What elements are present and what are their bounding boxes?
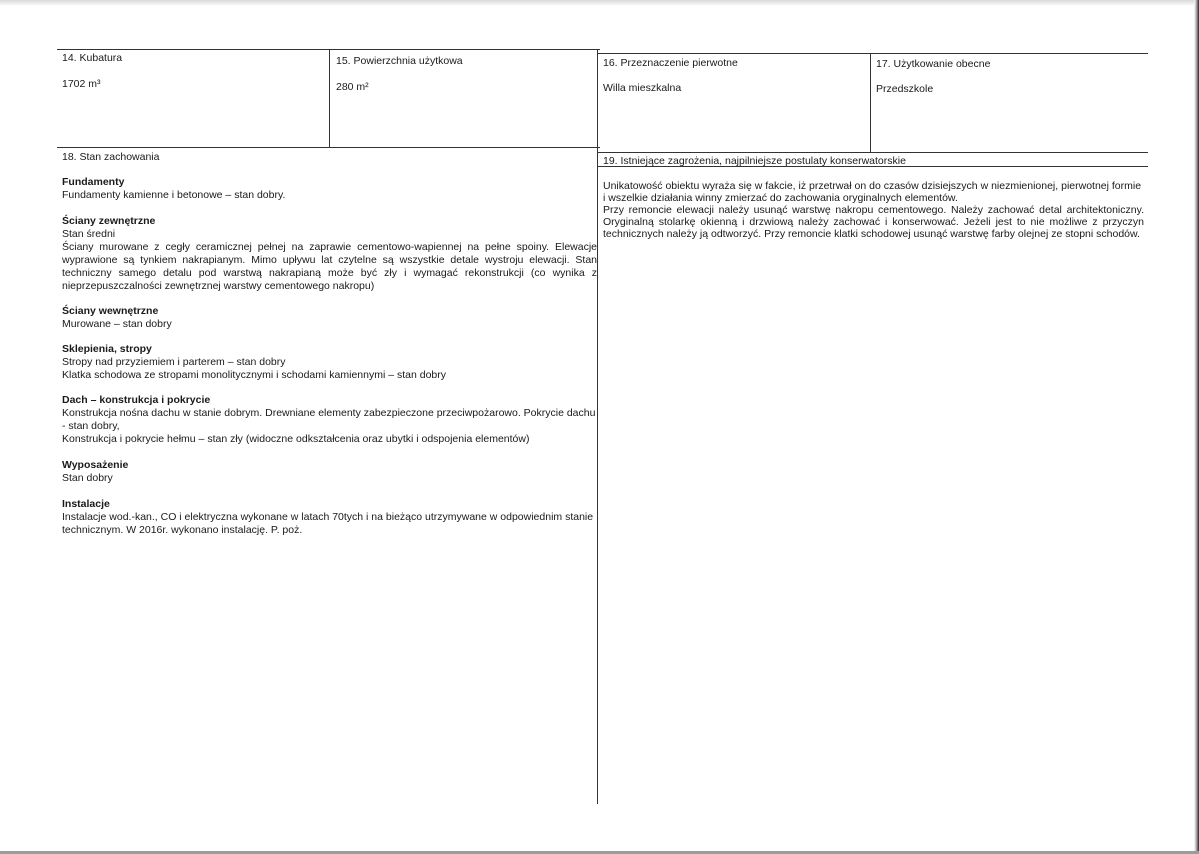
uzytkowanie-value: Przedszkole [876, 83, 934, 95]
zagrozenia-paragraph: Przy remoncie elewacji należy usunąć warstwę nakropu cementowego. Należy zachować detal architektoniczny. Oryginalną stolarkę okienną i drzwiową należy zachować i konserwować. Jeżeli jest to nie możliwe z przyczyn technicznych należy ją odtworzyć. Przy remoncie klatki schodowej usunąć warstwę farby olejnej ze stopni schodów. [603, 204, 1144, 240]
kubatura-label: 14. Kubatura [62, 52, 123, 64]
section-line: Klatka schodowa ze stropami monolitycznymi i schodami kamiennymi – stan dobry [62, 369, 446, 381]
zagrozenia-paragraph: Unikatowość obiektu wyraża się w fakcie, iż przetrwał on do czasów dzisiejszych w niezmienionej, pierwotnej formie [603, 180, 1142, 192]
section-title: Sklepienia, stropy [62, 343, 152, 355]
section-title: Wyposażenie [62, 459, 129, 471]
section-title: Instalacje [62, 498, 110, 510]
section-title: Fundamenty [62, 176, 125, 188]
zagrozenia-paragraph: i wszelkie działania winny zmierzać do zachowania oryginalnych elementów. [603, 192, 958, 204]
col-divider-3 [870, 54, 871, 152]
section-line: Stan dobry [62, 472, 113, 484]
section-sciany-wewnetrzne [62, 305, 597, 331]
przeznaczenie-label: 16. Przeznaczenie pierwotne [603, 57, 738, 69]
section-sciany-zewnetrzne [62, 215, 597, 293]
section-line: Instalacje wod.-kan., CO i elektryczna wykonane w latach 70tych i na bieżąco utrzymywane w odpowiednim stanie technicznym. W 2016r. wykonano instalację. P. poż. [62, 511, 594, 536]
section-line: Fundamenty kamienne i betonowe – stan dobry. [62, 189, 286, 201]
section-title: Dach – konstrukcja i pokrycie [62, 394, 211, 406]
row-divider-right [598, 152, 1148, 153]
section-fundamenty [62, 176, 597, 202]
zagrozenia-label: 19. Istniejące zagrożenia, najpilniejsze postulaty konserwatorskie [603, 155, 906, 167]
section-line: Konstrukcja nośna dachu w stanie dobrym. Drewniane elementy zabezpieczone przeciwpożarowo. Pokrycie dachu - stan dobry, [62, 407, 596, 432]
scan-edge-top [0, 0, 1199, 6]
row-divider-left [57, 147, 600, 148]
przeznaczenie-value: Willa mieszkalna [603, 82, 682, 94]
section-line: Ściany murowane z cegły ceramicznej pełnej na zaprawie cementowo-wapiennej na pełne spoiny. Elewacje wyprawione są tynkiem nakrapianym. Mimo upływu lat czytelne są wszystkie detale wystroju elewacji. Stan techniczny samego detalu pod warstwą nakrapianą może być zły i wymagać rekonstrukcji (co wynika z nieprzepuszczalności zewnętrznej warstwy cementowego nakropu) [62, 241, 597, 292]
col-divider-1 [329, 50, 330, 147]
section-line: Konstrukcja i pokrycie hełmu – stan zły (widoczne odkształcenia oraz ubytki i odspojenia elementów) [62, 433, 530, 445]
stan-zachowania-label: 18. Stan zachowania [62, 151, 160, 163]
col-divider-2 [597, 50, 598, 804]
section-sklepienia [62, 343, 597, 382]
section-title: Ściany wewnętrzne [62, 305, 159, 317]
section-title: Ściany zewnętrzne [62, 215, 156, 227]
zagrozenia-body [603, 180, 1144, 240]
section-dach [62, 394, 597, 446]
uzytkowanie-label: 17. Użytkowanie obecne [876, 58, 991, 70]
section-line: Stropy nad przyziemiem i parterem – stan dobry [62, 356, 286, 368]
top-border-right [598, 53, 1148, 54]
scan-edge-right [1194, 0, 1199, 854]
kubatura-value: 1702 m³ [62, 78, 101, 90]
section-instalacje [62, 498, 597, 537]
section-line: Murowane – stan dobry [62, 318, 172, 330]
section-wyposazenie [62, 459, 597, 485]
powierzchnia-label: 15. Powierzchnia użytkowa [336, 55, 463, 67]
powierzchnia-value: 280 m² [336, 81, 369, 93]
section-line: Stan średni [62, 228, 116, 240]
